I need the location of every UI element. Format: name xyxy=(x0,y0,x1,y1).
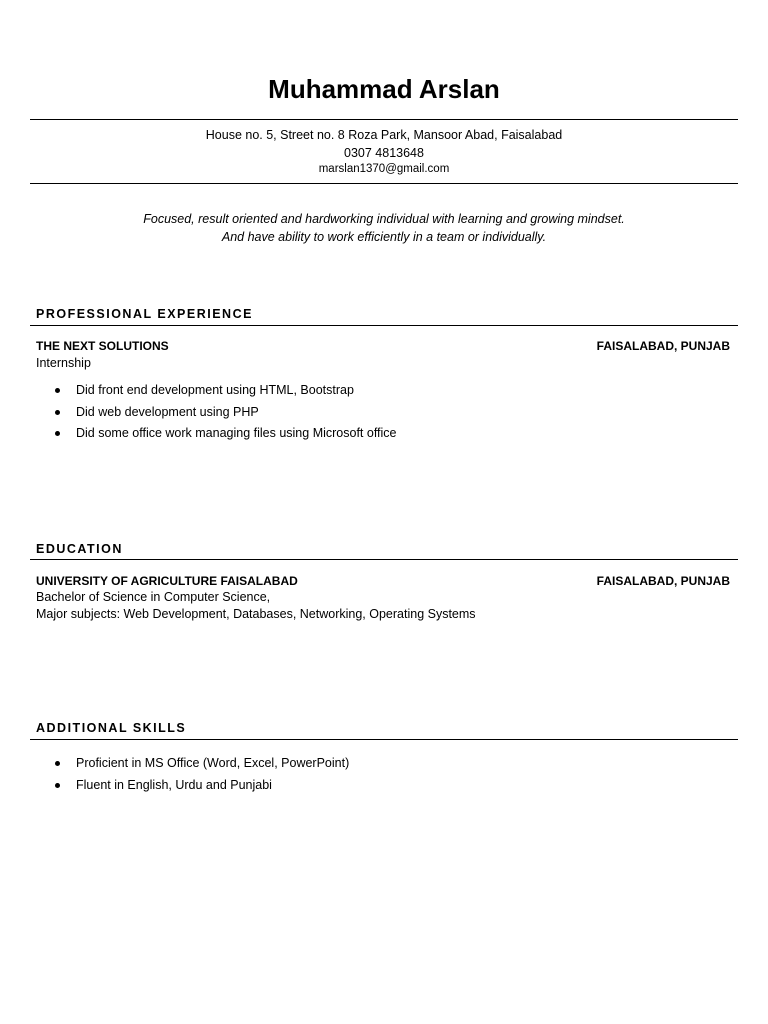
list-item xyxy=(36,755,349,777)
contact-phone: 0307 4813648 xyxy=(344,146,424,160)
summary-line-1: Focused, result oriented and hardworking individual with learning and growing mindset. xyxy=(143,212,625,226)
experience-location: FAISALABAD, PUNJAB xyxy=(596,339,730,353)
education-subjects: Major subjects: Web Development, Databases, Networking, Operating Systems xyxy=(36,607,476,621)
skills-divider xyxy=(30,739,738,740)
section-title-skills: ADDITIONAL SKILLS xyxy=(36,721,187,735)
experience-divider xyxy=(30,325,738,326)
header-bottom-divider xyxy=(30,183,738,184)
skills-bullets xyxy=(36,755,349,798)
list-item-text: Proficient in MS Office (Word, Excel, PowerPoint) xyxy=(76,756,350,770)
bullet-icon xyxy=(55,388,60,393)
bullet-icon xyxy=(55,783,60,788)
section-title-education: EDUCATION xyxy=(36,542,123,556)
list-item-text: Did some office work managing files using Microsoft office xyxy=(76,426,397,440)
list-item xyxy=(36,425,397,447)
list-item xyxy=(36,382,397,404)
list-item-text: Did front end development using HTML, Bootstrap xyxy=(76,383,354,397)
list-item xyxy=(36,404,397,426)
list-item-text: Fluent in English, Urdu and Punjabi xyxy=(76,777,272,792)
contact-email: marslan1370@gmail.com xyxy=(318,163,450,175)
education-degree: Bachelor of Science in Computer Science, xyxy=(36,590,271,604)
experience-bullets xyxy=(36,382,397,447)
bullet-icon xyxy=(55,761,60,766)
header-top-divider xyxy=(30,119,738,120)
experience-role: Internship xyxy=(36,356,91,370)
bullet-icon xyxy=(55,431,60,436)
candidate-name: Muhammad Arslan xyxy=(268,74,500,104)
list-item-text: Did web development using PHP xyxy=(76,404,259,419)
bullet-icon xyxy=(55,410,60,415)
education-location: FAISALABAD, PUNJAB xyxy=(596,574,730,588)
experience-org: THE NEXT SOLUTIONS xyxy=(36,339,169,353)
summary-line-2: And have ability to work efficiently in a team or individually. xyxy=(221,230,547,244)
contact-address: House no. 5, Street no. 8 Roza Park, Mansoor Abad, Faisalabad xyxy=(205,128,563,142)
education-org: UNIVERSITY OF AGRICULTURE FAISALABAD xyxy=(36,574,298,588)
section-title-experience: PROFESSIONAL EXPERIENCE xyxy=(36,307,253,321)
education-divider xyxy=(30,559,738,560)
list-item xyxy=(36,777,349,799)
